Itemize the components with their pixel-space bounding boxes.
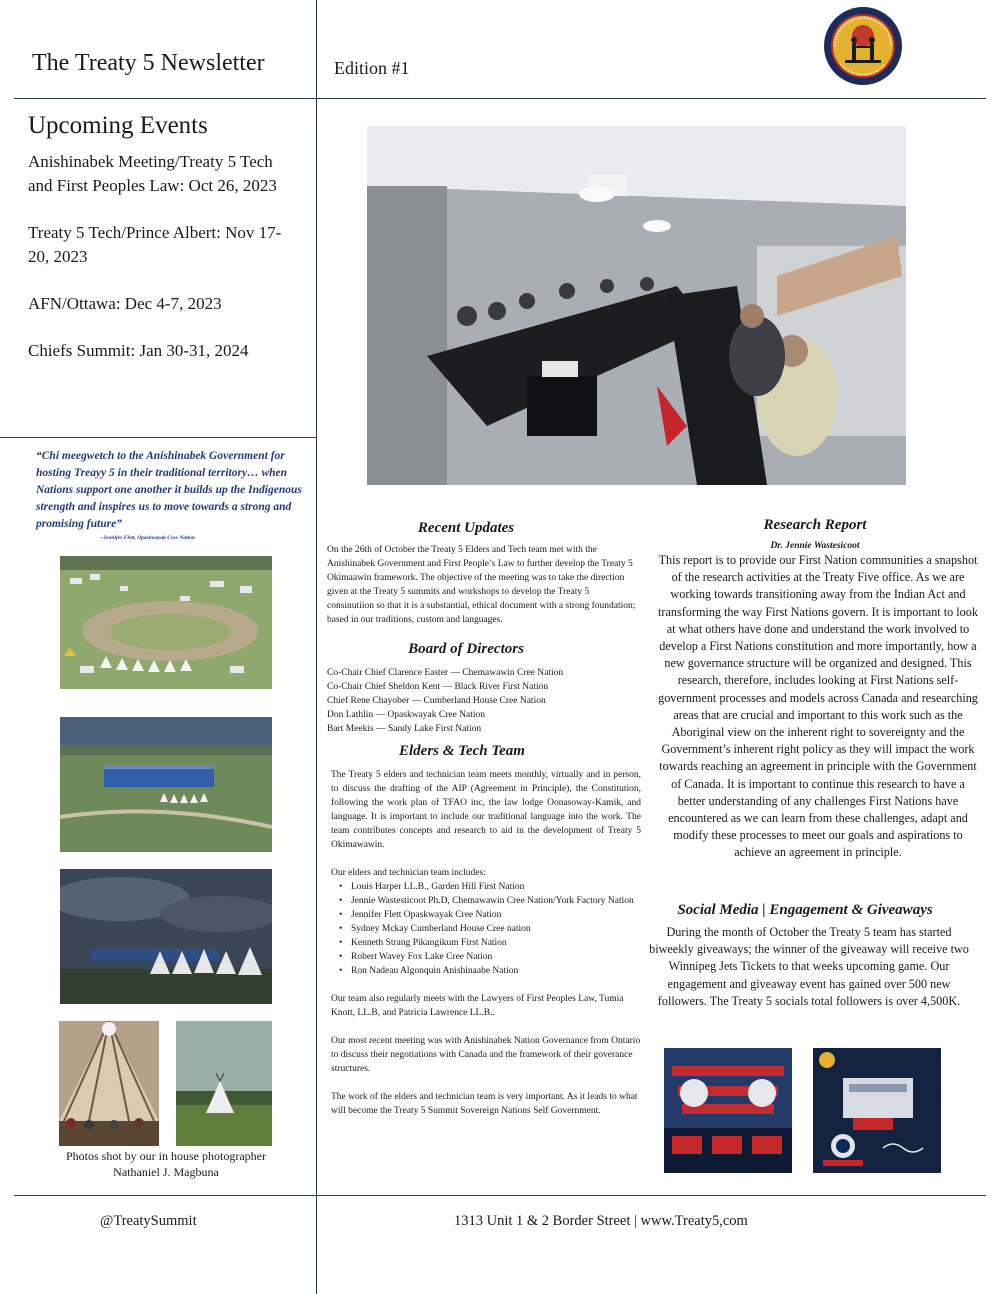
upcoming-events-heading: Upcoming Events xyxy=(28,112,208,139)
research-body: This report is to provide our First Nation communities a snapshot of the research activities at the Treaty Five office. As we are working towards transitioning away from the Indian Act and transforming the way First Nations govern. It is important to look at what others have done and understand the work involved to develop a First Nations constitution and more importantly, how a new governance structure will be organized and designed. This research, therefore, includes looking at First Nations self-government processes and models across Canada and researching areas that are crucial and important to this work such as the Aboriginal view on the inherent right to sovereignty and the Government’s inherent right policy as they will impact the work towards reaching an agreement in principle with the Government of Canada. It is important to continue this research to have a better understanding of any challenges First Nations have encountered as we can learn from these challenges, adapt and modify these processes to meet our goals and aspirations to achieve an agreement in principle. xyxy=(658,553,978,860)
lodge-aerial-photo xyxy=(60,717,272,852)
elders-heading: Elders & Tech Team xyxy=(399,743,525,759)
elder-member: • Robert Wavey Fox Lake Cree Nation xyxy=(331,950,641,964)
elder-member: • Jennifer Flett Opaskwayak Cree Nation xyxy=(331,908,641,922)
recent-updates-heading: Recent Updates xyxy=(417,520,515,536)
board-members-list xyxy=(327,666,637,736)
treaty-five-seal-logo xyxy=(823,6,903,86)
tipi-interior-photo xyxy=(59,1021,159,1146)
recent-updates-body: On the 26th of October the Treaty 5 Elders and Tech team met with the Anishinabek Government and First People’s Law to further develop the Treaty 5 Okimaawin framework. The objective of the meeting was to take the direction given at the Treaty 5 summits and workshops to develop the Treaty 5 consinutiion so that it is a substantial, ethical document with a strong foundation; based in our traditions, custom and languages. xyxy=(327,545,636,625)
elder-member: • Louis Harper LL.B., Garden Hill First Nation xyxy=(331,880,641,894)
social-heading: Social Media | Engagement & Giveaways xyxy=(677,902,933,918)
event-item: Anishinabek Meeting/Treaty 5 Tech and First Peoples Law: Oct 26, 2023 xyxy=(28,152,277,195)
quote-attribution: ~Jennifer Flett, Opaskwayak Cree Nation xyxy=(100,535,195,541)
elders-list-intro: Our elders and technician team includes: xyxy=(331,868,486,878)
meeting-room-photo xyxy=(367,126,906,485)
elders-intro: The Treaty 5 elders and technician team meets monthly, virtually and in person, to discuss the drafting of the AIP (Agreement in Principle), the Constitution, following the work plan of TFAO inc, the law lodge Oonasoway-Kamik, and language. It is important to include our traditional language into the work. The team contributes concepts and research to aid in the development of Treaty 5 Okimawawin. xyxy=(331,770,641,850)
event-item: AFN/Ottawa: Dec 4-7, 2023 xyxy=(28,294,222,313)
footer-rule xyxy=(14,1195,986,1196)
tipi-field-photo xyxy=(176,1021,272,1146)
photo-credit-caption: Photos shot by our in house photographer Nathaniel J. Magbuna xyxy=(66,1149,266,1179)
research-author: Dr. Jennie Wastesicoot xyxy=(770,541,860,551)
elder-member: • Sydney Mckay Cumberland House Cree nation xyxy=(331,922,641,936)
elders-section-body xyxy=(331,768,641,1118)
board-heading: Board of Directors xyxy=(408,641,524,657)
edition-label: Edition #1 xyxy=(334,58,410,78)
newsletter-title: The Treaty 5 Newsletter xyxy=(32,50,265,76)
elder-member: • Kenneth Strang Pikangikum First Nation xyxy=(331,936,641,950)
elder-member: • Jennie Wastesticoot Ph.D, Chemawawin Cree Nation/York Factory Nation xyxy=(331,894,641,908)
upcoming-events-list xyxy=(28,150,298,386)
elder-member: • Ron Nadeau Algonquin Anishinaabe Nation xyxy=(331,964,641,978)
social-handle: @TreatySummit xyxy=(100,1213,197,1229)
giveaway-tickets-graphic xyxy=(813,1048,941,1173)
research-heading: Research Report xyxy=(763,517,867,533)
camp-aerial-photo xyxy=(60,556,272,689)
board-member: Don Lathlin — Opaskwayak Cree Nation xyxy=(327,710,486,720)
social-body: During the month of October the Treaty 5 team has started biweekly giveaways; the winner of the giveaway will receive two Winnipeg Jets Tickets to that weeks upcoming game. Our engagement and giveaway event has gained over 500 new followers. The Treaty 5 socials total followers is over 4,500K. xyxy=(649,925,969,1008)
board-member: Chief Rene Chayober — Cumberland House Cree Nation xyxy=(327,696,546,706)
elders-closing: The work of the elders and technician team is very important. As it leads to what will become the Treaty 5 Summit Sovereign Nations Self Government. xyxy=(331,1092,638,1116)
elders-lawyers: Our team also regularly meets with the Lawyers of First Peoples Law, Tumia Knott, LL.B, and Patricia Lawrence LL.B.. xyxy=(331,994,624,1018)
elders-members-list xyxy=(331,880,641,978)
board-member: Bart Meekis — Sandy Lake First Nation xyxy=(327,724,482,734)
event-item: Chiefs Summit: Jan 30-31, 2024 xyxy=(28,341,249,360)
header-rule xyxy=(14,98,986,99)
tipi-storm-photo xyxy=(60,869,272,1004)
board-member: Co-Chair Chief Clarence Easter — Chemawawin Cree Nation xyxy=(327,668,564,678)
footer-address: 1313 Unit 1 & 2 Border Street | www.Treaty5,com xyxy=(454,1213,748,1229)
left-column-rule xyxy=(0,437,316,438)
giveaway-jets-graphic xyxy=(664,1048,792,1173)
event-item: Treaty 5 Tech/Prince Albert: Nov 17-20, 2023 xyxy=(28,223,282,266)
board-member: Co-Chair Chief Sheldon Kent — Black River First Nation xyxy=(327,682,549,692)
header-divider-vertical xyxy=(316,0,317,1294)
elders-recent-meeting: Our most recent meeting was with Anishinabek Nation Governance from Ontario to discuss their negotiations with Canada and the framework of their goverance structures. xyxy=(331,1036,641,1074)
testimonial-quote: “Chi meegwetch to the Anishinabek Government for hosting Treayy 5 in their traditional territory… when Nations support one another it builds up the Indigenous strength and inspires us to move towards a strong and promising future” xyxy=(36,450,302,530)
